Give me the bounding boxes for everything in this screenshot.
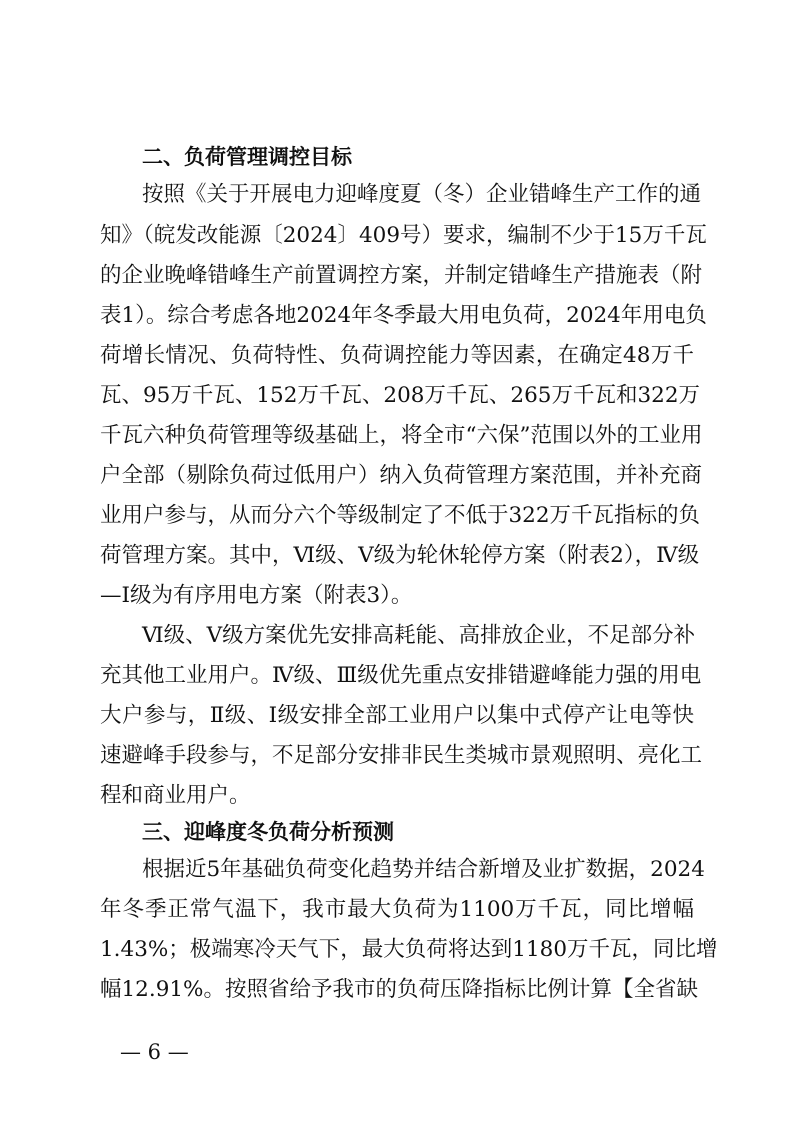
paragraph-line: 1.43%；极端寒冷天气下，最大负荷将达到1180万千瓦，同比增 xyxy=(100,937,718,962)
paragraph-line: 户全部（剔除负荷过低用户）纳入负荷管理方案范围，并补充商 xyxy=(100,463,703,488)
paragraph-line: 按照《关于开展电力迎峰度夏（冬）企业错峰生产工作的通 xyxy=(142,182,702,207)
paragraph-line: 充其他工业用户。Ⅳ级、Ⅲ级优先重点安排错避峰能力强的用电 xyxy=(100,663,702,688)
paragraph-line: 的企业晚峰错峰生产前置调控方案，并制定错峰生产措施表（附 xyxy=(100,263,703,288)
paragraph-line: 知》（皖发改能源〔2024〕409号）要求，编制不少于15万千瓦 xyxy=(100,223,707,248)
paragraph-line: 表1）。综合考虑各地2024年冬季最大用电负荷，2024年用电负 xyxy=(100,303,707,328)
paragraph-line: 荷增长情况、负荷特性、负荷调控能力等因素，在确定48万千 xyxy=(100,343,694,368)
paragraph-line: 速避峰手段参与，不足部分安排非民生类城市景观照明、亮化工 xyxy=(100,743,703,768)
paragraph-line: 千瓦六种负荷管理等级基础上，将全市“六保”范围以外的工业用 xyxy=(100,423,703,448)
paragraph-line: Ⅵ级、Ⅴ级方案优先安排高耗能、高排放企业，不足部分补 xyxy=(142,623,696,648)
section-heading-load-management-target: 二、负荷管理调控目标 xyxy=(142,145,352,169)
paragraph-line: 程和商业用户。 xyxy=(100,783,251,808)
paragraph-line: —Ⅰ级为有序用电方案（附表3）。 xyxy=(100,583,413,608)
paragraph-line: 年冬季正常气温下，我市最大负荷为1100万千瓦，同比增幅 xyxy=(100,897,694,922)
paragraph-line: 幅12.91%。按照省给予我市的负荷压降指标比例计算【全省缺 xyxy=(100,977,698,1002)
paragraph-line: 瓦、95万千瓦、152万千瓦、208万千瓦、265万千瓦和322万 xyxy=(100,383,701,408)
paragraph-line: 大户参与，Ⅱ级、Ⅰ级安排全部工业用户以集中式停产让电等快 xyxy=(100,703,694,728)
paragraph-line: 根据近5年基础负荷变化趋势并结合新增及业扩数据，2024 xyxy=(142,857,705,882)
paragraph-line: 荷管理方案。其中，Ⅵ级、Ⅴ级为轮休轮停方案（附表2），Ⅳ级 xyxy=(100,543,700,568)
paragraph-line: 业用户参与，从而分六个等级制定了不低于322万千瓦指标的负 xyxy=(100,503,701,528)
page-number: — 6 — xyxy=(120,1040,189,1064)
section-heading-winter-load-forecast: 三、迎峰度冬负荷分析预测 xyxy=(142,820,394,844)
